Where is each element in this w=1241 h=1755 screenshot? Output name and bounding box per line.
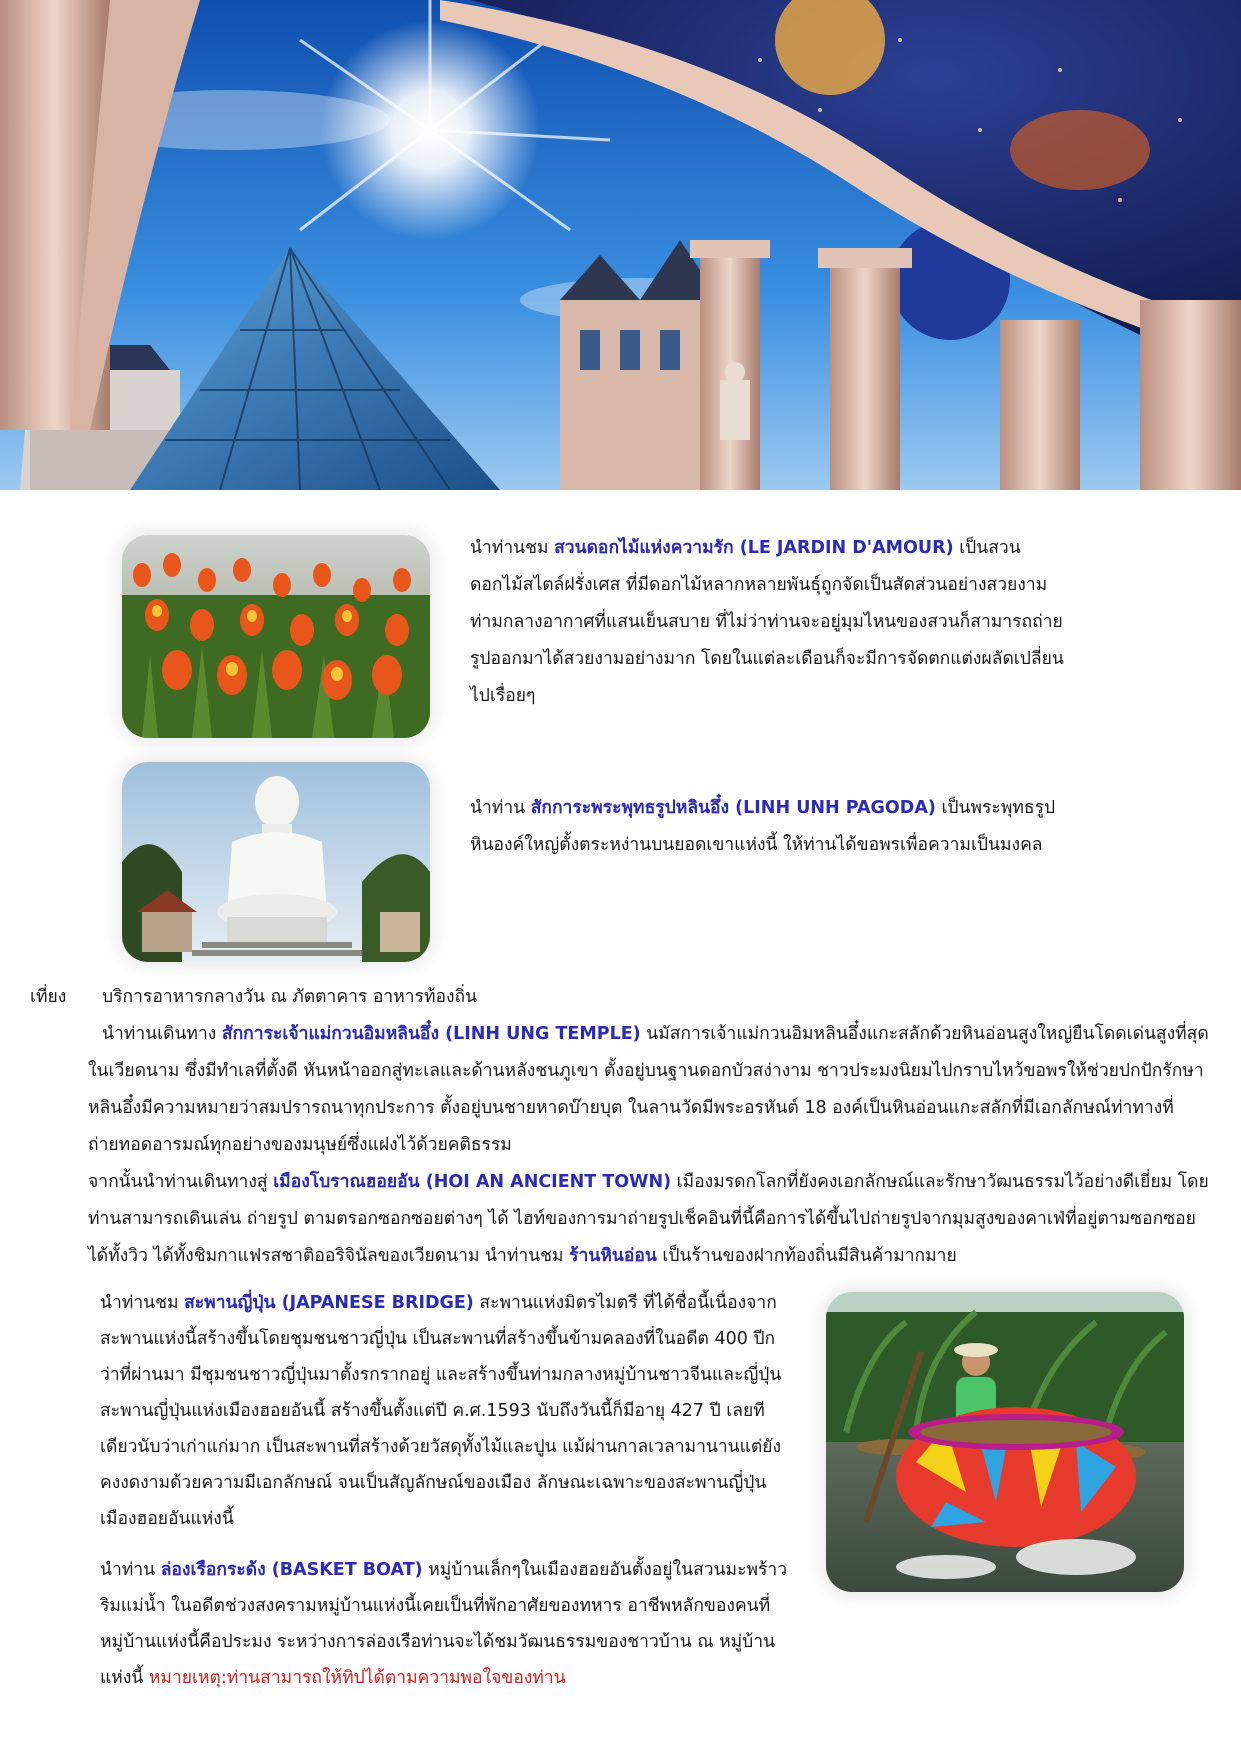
hero-photo-palace-dome [0,0,1241,490]
text-body: เป็นสวนดอกไม้สไตล์ฝรั่งเศส ที่มีดอกไม้หลากหลายพันธุ์ถูกจัดเป็นสัดส่วนอย่างสวยงามท่ามกลางอากาศที่แสนเย็นสบาย ที่ไม่ว่าท่านจะอยู่มุมไหนของสวนก็สามารถถ่ายรูปออกมาได้สวยงามอย่างมาก โดยในแต่ละเดือนก็จะมีการจัดตกแต่งผลัดเปลี่ยนไปเรื่อยๆ [470,538,1064,706]
lunch-label: เที่ยง [30,987,67,1007]
lunch-text: บริการอาหารกลางวัน ณ ภัตตาคาร อาหารท้องถิ่น [102,987,478,1007]
paragraph-le-jardin-damour [470,530,1070,715]
place-name-japanese-bridge: สะพานญี่ปุ่น (JAPANESE BRIDGE) [184,1293,474,1313]
text-body: นมัสการเจ้าแม่กวนอิมหลินอึ๋งแกะสลักด้วยหินอ่อนสูงใหญ่ยืนโดดเด่นสูงที่สุดในเวียดนาม ซึ่งมีทำเลที่ตั้งดี หันหน้าออกสู่ทะเลและด้านหลังชนภูเขา ตั้งอยู่บนฐานดอกบัวสง่างาม ชาวประมงนิยมไปกราบไหว้ขอพรให้ช่วยปกปักรักษา หลินอึ๋งมีความหมายว่าสมปรารถนาทุกประการ ตั้งอยู่บนชายหาดบ๊ายบุต ในลานวัดมีพระอรหันต์ 18 องค์เป็นหินอ่อนแกะสลักที่มีเอกลักษณ์ท่าทางที่ถ่ายทอดอารมณ์ทุกอย่างของมนุษย์ซึ่งแฝงไว้ด้วยคติธรรม [88,1024,1209,1155]
place-name-hoi-an-ancient-town: เมืองโบราณฮอยอัน (HOI AN ANCIENT TOWN) [273,1172,672,1192]
text-body: เมืองมรดกโลกที่ยังคงเอกลักษณ์และรักษาวัฒนธรรมไว้อย่างดีเยี่ยม โดยท่านสามารถเดินเล่น ถ่ายรูป ตามตรอกซอกซอยต่างๆ ได้ ไฮท์ของการมาถ่ายรูปเช็คอินที่นี้คือการได้ขึ้นไปถ่ายรูปจากมุมสูงของคาเฟ่ที่อยู่ตามซอกซอย ได้ทั้งวิว ได้ทั้งชิมกาแฟรสชาติออริจินัลของเวียดนาม นำท่านชม [88,1172,1209,1266]
paragraph-japanese-bridge [100,1285,790,1537]
place-name-le-jardin-damour: สวนดอกไม้แห่งความรัก (LE JARDIN D'AMOUR) [554,538,954,558]
photo-white-buddha-statue [122,762,430,962]
paragraph-hoi-an-ancient-town [88,1164,1213,1275]
text-body: เป็นพระพุทธรูปหินองค์ใหญ่ตั้งตระหง่านบนยอดเขาแห่งนี้ ให้ท่านได้ขอพรเพื่อความเป็นมงคล [470,798,1056,855]
paragraph-linh-unh-pagoda [470,790,1070,864]
text-lead: นำท่านเดินทาง [102,1024,222,1044]
text-body: หมู่บ้านเล็กๆในเมืองฮอยอันตั้งอยู่ในสวนมะพร้าวริมแม่น้ำ ในอดีตช่วงสงครามหมู่บ้านแห่งนี้เคยเป็นที่พักอาศัยของทหาร อาชีพหลักของคนที่หมู่บ้านแห่งนี้คือประมง ระหว่างการล่องเรือท่านจะได้ชมวัฒนธรรมของชาวบ้าน ณ หมู่บ้านแห่งนี้ [100,1560,788,1688]
tip-note: หมายเหตุ:ท่านสามารถให้ทิปได้ตามความพอใจของท่าน [148,1668,566,1688]
place-name-marble-shop: ร้านหินอ่อน [569,1246,657,1266]
text-lead: นำท่าน [470,798,531,818]
photo-basket-boat [826,1292,1184,1592]
text-lead: นำท่านชม [100,1293,185,1313]
paragraph-basket-boat [100,1552,790,1696]
place-name-linh-ung-temple: สักการะเจ้าแม่กวนอิมหลินอึ๋ง (LINH UNG TEMPLE) [221,1024,641,1044]
text-body: สะพานแห่งมิตรไมตรี ที่ได้ชื่อนี้เนื่องจากสะพานแห่งนี้สร้างขึ้นโดยชุมชนชาวญี่ปุ่น เป็นสะพานที่สร้างขึ้นข้ามคลองที่ในอดีต 400 ปีกว่าที่ผ่านมา มีชุมชนชาวญี่ปุ่นมาตั้งรกรากอยู่ และสร้างขึ้นท่ามกลางหมู่บ้านชาวจีนและญี่ปุ่น สะพานญี่ปุ่นแห่งเมืองฮอยอันนี้ สร้างขึ้นตั้งแต่ปี ค.ศ.1593 นับถึงวันนี้ก็มีอายุ 427 ปี เลยทีเดียวนับว่าเก่าแก่มาก เป็นสะพานที่สร้างด้วยวัสดุทั้งไม้และปูน แม้ผ่านกาลเวลามานานแต่ยังคงงดงามด้วยความมีเอกลักษณ์ จนเป็นสัญลักษณ์ของเมือง ลักษณะเฉพาะของสะพานญี่ปุ่นเมืองฮอยอันแห่งนี้ [100,1293,782,1529]
photo-tulip-garden [122,535,430,738]
text-lead: จากนั้นนำท่านเดินทางสู่ [88,1172,274,1192]
paragraph-linh-ung-temple [88,1016,1213,1164]
text-lead: นำท่านชม [470,538,555,558]
text-lead: นำท่าน [100,1560,161,1580]
place-name-basket-boat: ล่องเรือกระด้ง (BASKET BOAT) [160,1560,423,1580]
place-name-linh-unh-pagoda: สักการะพระพุทธรูปหลินอึ๋ง (LINH UNH PAGODA) [530,798,936,818]
text-tail: เป็นร้านของฝากท้องถิ่นมีสินค้ามากมาย [656,1246,957,1266]
